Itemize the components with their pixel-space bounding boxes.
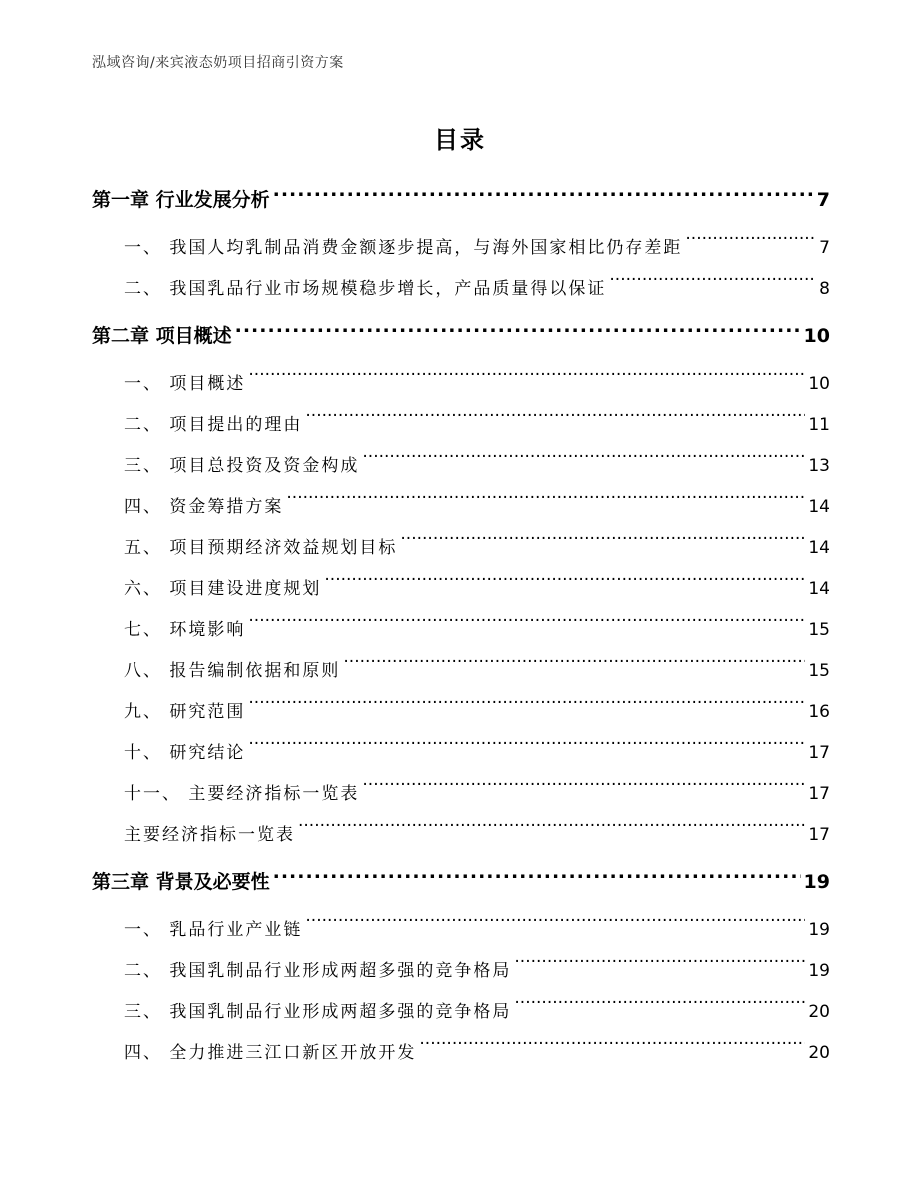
table-of-contents [92,178,830,1074]
toc-entry-label: 二、 项目提出的理由 [124,415,303,435]
toc-section-entry[interactable] [92,364,830,405]
toc-section-entry[interactable] [92,405,830,446]
dot-leader [685,236,816,253]
toc-section-entry[interactable] [92,992,830,1033]
dot-leader [362,454,805,471]
toc-page-number: 10 [803,325,830,347]
dot-leader [273,869,801,888]
toc-page-number: 15 [808,661,830,681]
dot-leader [273,187,814,206]
toc-entry-label: 十、 研究结论 [124,743,246,763]
toc-entry-label: 第三章 背景及必要性 [92,871,270,893]
toc-section-entry[interactable] [92,815,830,856]
toc-section-entry[interactable] [92,651,830,692]
toc-entry-label: 第二章 项目概述 [92,325,232,347]
toc-page-number: 10 [808,374,830,394]
dot-leader [235,323,801,342]
dot-leader [609,277,816,294]
toc-page-number: 17 [808,825,830,845]
dot-leader [305,413,805,430]
dot-leader [400,536,805,553]
toc-chapter-entry[interactable] [92,318,830,354]
toc-page-number: 11 [808,415,830,435]
toc-section-entry[interactable] [92,910,830,951]
toc-entry-label: 九、 研究范围 [124,702,246,722]
dot-leader [324,577,805,594]
toc-section-entry[interactable] [92,733,830,774]
dot-leader [305,918,805,935]
toc-chapter-entry[interactable] [92,864,830,900]
dot-leader [419,1041,805,1058]
toc-entry-label: 六、 项目建设进度规划 [124,579,322,599]
toc-section-entry[interactable] [92,610,830,651]
toc-section-entry[interactable] [92,528,830,569]
toc-page-number: 19 [803,871,830,893]
toc-page-number: 19 [808,961,830,981]
toc-page-number: 17 [808,784,830,804]
toc-section-entry[interactable] [92,487,830,528]
toc-entry-label: 五、 项目预期经济效益规划目标 [124,538,398,558]
dot-leader [298,823,805,840]
toc-page-number: 16 [808,702,830,722]
dot-leader [362,782,805,799]
toc-entry-label: 三、 项目总投资及资金构成 [124,456,360,476]
dot-leader [514,959,805,976]
toc-page-number: 20 [808,1043,830,1063]
dot-leader [286,495,805,512]
dot-leader [514,1000,805,1017]
toc-entry-label: 一、 我国人均乳制品消费金额逐步提高，与海外国家相比仍存差距 [124,238,683,258]
toc-page-number: 7 [819,238,830,258]
dot-leader [248,372,805,389]
toc-section-entry[interactable] [92,269,830,310]
toc-entry-label: 八、 报告编制依据和原则 [124,661,341,681]
toc-entry-label: 第一章 行业发展分析 [92,189,270,211]
toc-page-number: 7 [816,189,830,211]
dot-leader [248,741,805,758]
toc-page-number: 8 [819,279,830,299]
toc-entry-label: 三、 我国乳制品行业形成两超多强的竞争格局 [124,1002,512,1022]
toc-section-entry[interactable] [92,692,830,733]
toc-entry-label: 七、 环境影响 [124,620,246,640]
toc-page-number: 19 [808,920,830,940]
toc-section-entry[interactable] [92,569,830,610]
toc-entry-label: 一、 项目概述 [124,374,246,394]
toc-entry-label: 四、 资金筹措方案 [124,497,284,517]
toc-section-entry[interactable] [92,228,830,269]
toc-entry-label: 二、 我国乳品行业市场规模稳步增长，产品质量得以保证 [124,279,607,299]
dot-leader [343,659,805,676]
toc-page-number: 14 [808,497,830,517]
dot-leader [248,700,805,717]
toc-page-number: 17 [808,743,830,763]
toc-page-number: 15 [808,620,830,640]
toc-page-number: 20 [808,1002,830,1022]
toc-title: 目录 [434,126,486,154]
toc-section-entry[interactable] [92,951,830,992]
toc-section-entry[interactable] [92,1033,830,1074]
toc-page-number: 14 [808,579,830,599]
toc-entry-label: 四、 全力推进三江口新区开放开发 [124,1043,417,1063]
dot-leader [248,618,805,635]
toc-section-entry[interactable] [92,446,830,487]
toc-entry-label: 十一、 主要经济指标一览表 [124,784,360,804]
toc-page-number: 13 [808,456,830,476]
toc-entry-label: 主要经济指标一览表 [124,825,295,845]
toc-entry-label: 一、 乳品行业产业链 [124,920,303,940]
toc-section-entry[interactable] [92,774,830,815]
toc-chapter-entry[interactable] [92,182,830,218]
running-header: 泓域咨询/来宾液态奶项目招商引资方案 [92,55,344,71]
toc-entry-label: 二、 我国乳制品行业形成两超多强的竞争格局 [124,961,512,981]
toc-page-number: 14 [808,538,830,558]
